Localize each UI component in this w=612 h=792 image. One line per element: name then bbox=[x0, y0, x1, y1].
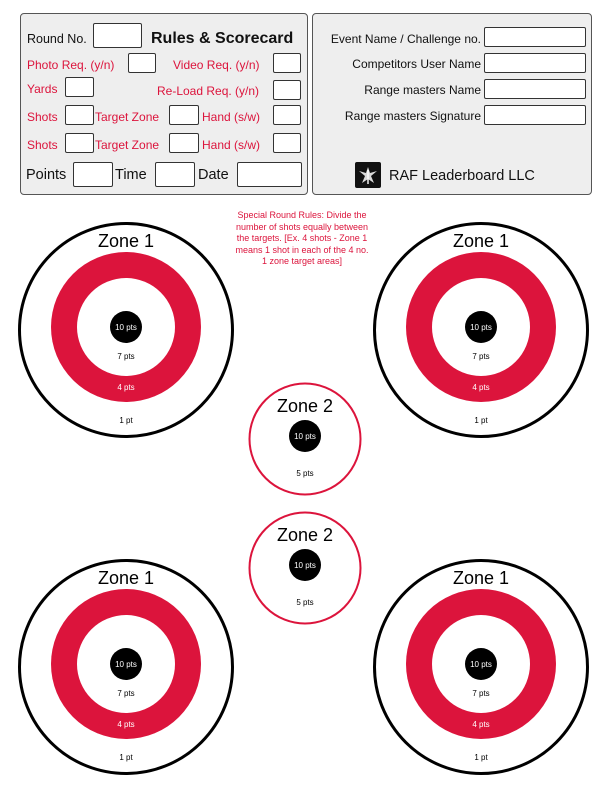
date-label: Date bbox=[198, 167, 229, 183]
user-name-input[interactable] bbox=[484, 53, 586, 73]
range-master-name-label: Range masters Name bbox=[364, 83, 481, 97]
zone2-title: Zone 2 bbox=[276, 525, 334, 545]
zone1-target-bottom-right[interactable] bbox=[373, 559, 589, 775]
date-input[interactable] bbox=[237, 162, 302, 187]
zone1-white-pts: 7 pts bbox=[117, 689, 135, 698]
zone2-title: Zone 2 bbox=[276, 396, 334, 416]
range-master-signature-label: Range masters Signature bbox=[344, 109, 481, 123]
eagle-logo-icon bbox=[355, 162, 381, 188]
zone1-center-pts: 10 pts bbox=[115, 323, 137, 332]
zone1-outer-pts: 1 pt bbox=[474, 753, 488, 762]
shots-label-2: Shots bbox=[27, 138, 58, 152]
scorecard-panel bbox=[20, 13, 308, 195]
zone1-center-pts: 10 pts bbox=[470, 323, 492, 332]
zone1-outer-pts: 1 pt bbox=[474, 416, 488, 425]
range-master-name-input[interactable] bbox=[484, 79, 586, 99]
zone2-target-lower[interactable] bbox=[248, 511, 362, 625]
points-input[interactable] bbox=[73, 162, 113, 187]
zone2-outer-pts: 5 pts bbox=[296, 598, 314, 607]
target-zone-label-1: Target Zone bbox=[95, 110, 160, 124]
zone2-center-pts: 10 pts bbox=[294, 432, 316, 441]
zone1-title: Zone 1 bbox=[452, 568, 510, 588]
zone1-white-pts: 7 pts bbox=[472, 352, 490, 361]
zone1-white-pts: 7 pts bbox=[117, 352, 135, 361]
hand-input-2[interactable] bbox=[273, 133, 301, 153]
round-label: Round No. bbox=[27, 32, 87, 46]
shots-label-1: Shots bbox=[27, 110, 58, 124]
round-input[interactable] bbox=[93, 23, 142, 48]
special-round-rules: Special Round Rules: Divide the number of shots equally between the targets. [Ex. 4 shots - Zone 1 means 1 shot in each of the 4 no. 1 zone target areas] bbox=[235, 210, 369, 266]
zone1-center-pts: 10 pts bbox=[115, 660, 137, 669]
target-zone-label-2: Target Zone bbox=[95, 138, 160, 152]
zone1-red-pts: 4 pts bbox=[117, 720, 135, 729]
zone1-red-pts: 4 pts bbox=[472, 383, 490, 392]
user-name-label: Competitors User Name bbox=[352, 57, 481, 71]
zone2-center-pts: 10 pts bbox=[294, 561, 316, 570]
zone1-center-pts: 10 pts bbox=[470, 660, 492, 669]
range-master-signature-input[interactable] bbox=[484, 105, 586, 125]
target-zone-input-1[interactable] bbox=[169, 105, 199, 125]
zone1-target-top-left[interactable] bbox=[18, 222, 234, 438]
video-label: Video Req. (y/n) bbox=[173, 58, 260, 72]
zone1-outer-pts: 1 pt bbox=[119, 416, 133, 425]
zone1-red-pts: 4 pts bbox=[472, 720, 490, 729]
reload-input[interactable] bbox=[273, 80, 301, 100]
zone2-target-upper[interactable] bbox=[248, 382, 362, 496]
time-input[interactable] bbox=[155, 162, 195, 187]
event-name-input[interactable] bbox=[484, 27, 586, 47]
yards-input[interactable] bbox=[65, 77, 94, 97]
hand-label-1: Hand (s/w) bbox=[202, 110, 261, 124]
zone1-title: Zone 1 bbox=[97, 568, 155, 588]
scorecard-title: Rules & Scorecard bbox=[151, 30, 294, 47]
hand-label-2: Hand (s/w) bbox=[202, 138, 261, 152]
company-name: RAF Leaderboard LLC bbox=[389, 168, 535, 184]
reload-label: Re-Load Req. (y/n) bbox=[157, 84, 260, 98]
photo-input[interactable] bbox=[128, 53, 156, 73]
video-input[interactable] bbox=[273, 53, 301, 73]
time-label: Time bbox=[115, 167, 147, 183]
yards-label: Yards bbox=[27, 82, 58, 96]
zone1-target-bottom-left[interactable] bbox=[18, 559, 234, 775]
target-zone-input-2[interactable] bbox=[169, 133, 199, 153]
zone2-outer-pts: 5 pts bbox=[296, 469, 314, 478]
shots-input-1[interactable] bbox=[65, 105, 94, 125]
hand-input-1[interactable] bbox=[273, 105, 301, 125]
shots-input-2[interactable] bbox=[65, 133, 94, 153]
zone1-target-top-right[interactable] bbox=[373, 222, 589, 438]
photo-label: Photo Req. (y/n) bbox=[27, 58, 115, 72]
points-label: Points bbox=[26, 167, 67, 183]
zone1-title: Zone 1 bbox=[97, 231, 155, 251]
zone1-red-pts: 4 pts bbox=[117, 383, 135, 392]
zone1-outer-pts: 1 pt bbox=[119, 753, 133, 762]
event-name-label: Event Name / Challenge no. bbox=[330, 32, 481, 46]
zone1-white-pts: 7 pts bbox=[472, 689, 490, 698]
zone1-title: Zone 1 bbox=[452, 231, 510, 251]
